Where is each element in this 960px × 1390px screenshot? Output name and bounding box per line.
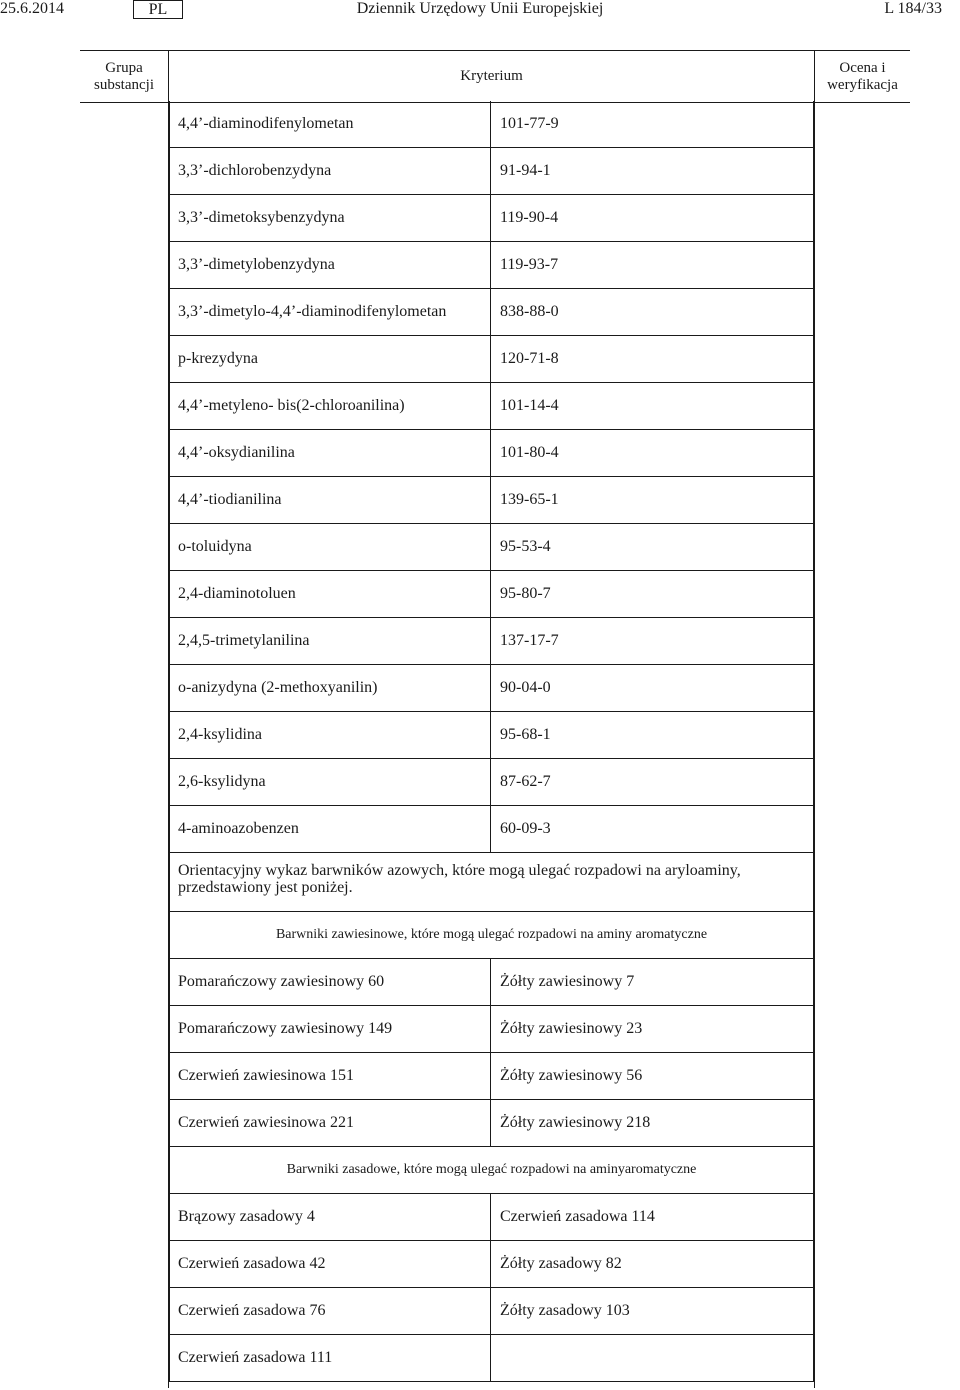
language-badge: PL xyxy=(133,0,183,19)
amine-name: 3,3’-dimetylobenzydyna xyxy=(170,242,491,288)
amine-name: 3,3’-dimetylo-4,4’-diaminodifenylometan xyxy=(170,289,491,335)
cas-number: 119-90-4 xyxy=(500,209,559,226)
column-header-assessment: Ocena i weryfikacja xyxy=(827,59,898,93)
amine-name: p-krezydyna xyxy=(170,336,491,382)
disperse-caption: Barwniki zawiesinowe, które mogą ulegać rozpadowi na aminy aromatyczne xyxy=(275,927,708,942)
dye-name: Żółty zawiesinowy 23 xyxy=(500,1020,643,1037)
dye-row xyxy=(169,1006,814,1053)
dye-name: Czerwień zasadowa 114 xyxy=(500,1208,655,1225)
amine-name: 3,3’-dimetoksybenzydyna xyxy=(170,195,491,241)
amine-name: 2,4-diaminotoluen xyxy=(170,571,491,617)
basic-caption: Barwniki zasadowe, które mogą ulegać rozpadowi na aminyaromatyczne xyxy=(286,1162,697,1177)
dye-name: Żółty zawiesinowy 7 xyxy=(500,973,635,990)
dye-name: Żółty zasadowy 82 xyxy=(500,1255,622,1272)
cas-number: 119-93-7 xyxy=(500,256,559,273)
amine-row xyxy=(169,524,814,571)
column-header-criterion: Kryterium xyxy=(169,51,815,102)
dye-name: Czerwień zawiesinowa 221 xyxy=(170,1100,491,1146)
cas-number: 101-14-4 xyxy=(500,397,559,414)
cas-number: 60-09-3 xyxy=(500,820,551,837)
cas-number: 95-68-1 xyxy=(500,726,551,743)
dye-name: Pomarańczowy zawiesinowy 149 xyxy=(170,1006,491,1052)
cas-number: 95-80-7 xyxy=(500,585,551,602)
cas-number: 90-04-0 xyxy=(500,679,551,696)
amine-row xyxy=(169,383,814,430)
amine-row xyxy=(169,336,814,383)
amine-name: 4,4’-diaminodifenylometan xyxy=(170,101,491,147)
cas-number: 838-88-0 xyxy=(500,303,559,320)
amine-row xyxy=(169,195,814,242)
dye-row xyxy=(169,1335,814,1382)
amine-name: 4,4’-oksydianilina xyxy=(170,430,491,476)
amine-row xyxy=(169,430,814,477)
amine-name: 4,4’-metyleno- bis(2-chloroanilina) xyxy=(170,383,491,429)
amine-name: 2,6-ksylidyna xyxy=(170,759,491,805)
amine-name: 3,3’-dichlorobenzydyna xyxy=(170,148,491,194)
dye-row xyxy=(169,1288,814,1335)
amine-row xyxy=(169,289,814,336)
dye-name xyxy=(492,1335,813,1381)
dye-row xyxy=(169,1241,814,1288)
journal-title: Dziennik Urzędowy Unii Europejskiej xyxy=(356,0,604,17)
amine-row xyxy=(169,665,814,712)
basic-caption-row xyxy=(169,1147,814,1194)
amine-name: 2,4-ksylidina xyxy=(170,712,491,758)
note-row xyxy=(169,853,814,912)
dye-name: Brązowy zasadowy 4 xyxy=(170,1194,491,1240)
amine-row xyxy=(169,759,814,806)
amine-row xyxy=(169,148,814,195)
dye-name: Pomarańczowy zawiesinowy 60 xyxy=(170,959,491,1005)
column-headers xyxy=(80,50,910,103)
page-header xyxy=(0,0,960,22)
amine-row xyxy=(169,712,814,759)
dye-row xyxy=(169,1100,814,1147)
amine-name: 4,4’-tiodianilina xyxy=(170,477,491,523)
amine-row xyxy=(169,618,814,665)
dye-name: Czerwień zasadowa 42 xyxy=(170,1241,491,1287)
dye-name: Czerwień zawiesinowa 151 xyxy=(170,1053,491,1099)
cas-number: 101-80-4 xyxy=(500,444,559,461)
cas-number: 87-62-7 xyxy=(500,773,551,790)
cas-number: 137-17-7 xyxy=(500,632,559,649)
column-header-group: Grupa substancji xyxy=(80,51,169,102)
dye-name: Żółty zawiesinowy 56 xyxy=(500,1067,643,1084)
amine-row xyxy=(169,101,814,148)
criteria-table xyxy=(169,101,814,1382)
cas-number: 139-65-1 xyxy=(500,491,559,508)
amine-name: 4-aminoazobenzen xyxy=(170,806,491,852)
dye-name: Czerwień zasadowa 76 xyxy=(170,1288,491,1334)
amine-row xyxy=(169,806,814,853)
publication-date: 25.6.2014 xyxy=(0,0,64,17)
cas-number: 95-53-4 xyxy=(500,538,551,555)
amine-row xyxy=(169,571,814,618)
amine-name: 2,4,5-trimetylanilina xyxy=(170,618,491,664)
amine-row xyxy=(169,242,814,289)
dye-name: Czerwień zasadowa 111 xyxy=(170,1335,491,1381)
note-text: Orientacyjny wykaz barwników azowych, które mogą ulegać rozpadowi na aryloaminy, przedstawiony jest poniżej. xyxy=(178,862,741,896)
column-divider-right xyxy=(814,101,815,1388)
cas-number: 101-77-9 xyxy=(500,115,559,132)
dye-name: Żółty zawiesinowy 218 xyxy=(500,1114,651,1131)
dye-row xyxy=(169,959,814,1006)
amine-name: o-toluidyna xyxy=(170,524,491,570)
page-number: L 184/33 xyxy=(884,0,942,17)
disperse-caption-row xyxy=(169,912,814,959)
amine-row xyxy=(169,477,814,524)
cas-number: 120-71-8 xyxy=(500,350,559,367)
amine-name: o-anizydyna (2-methoxyanilin) xyxy=(170,665,491,711)
dye-name: Żółty zasadowy 103 xyxy=(500,1302,630,1319)
dye-row xyxy=(169,1053,814,1100)
dye-row xyxy=(169,1194,814,1241)
cas-number: 91-94-1 xyxy=(500,162,551,179)
